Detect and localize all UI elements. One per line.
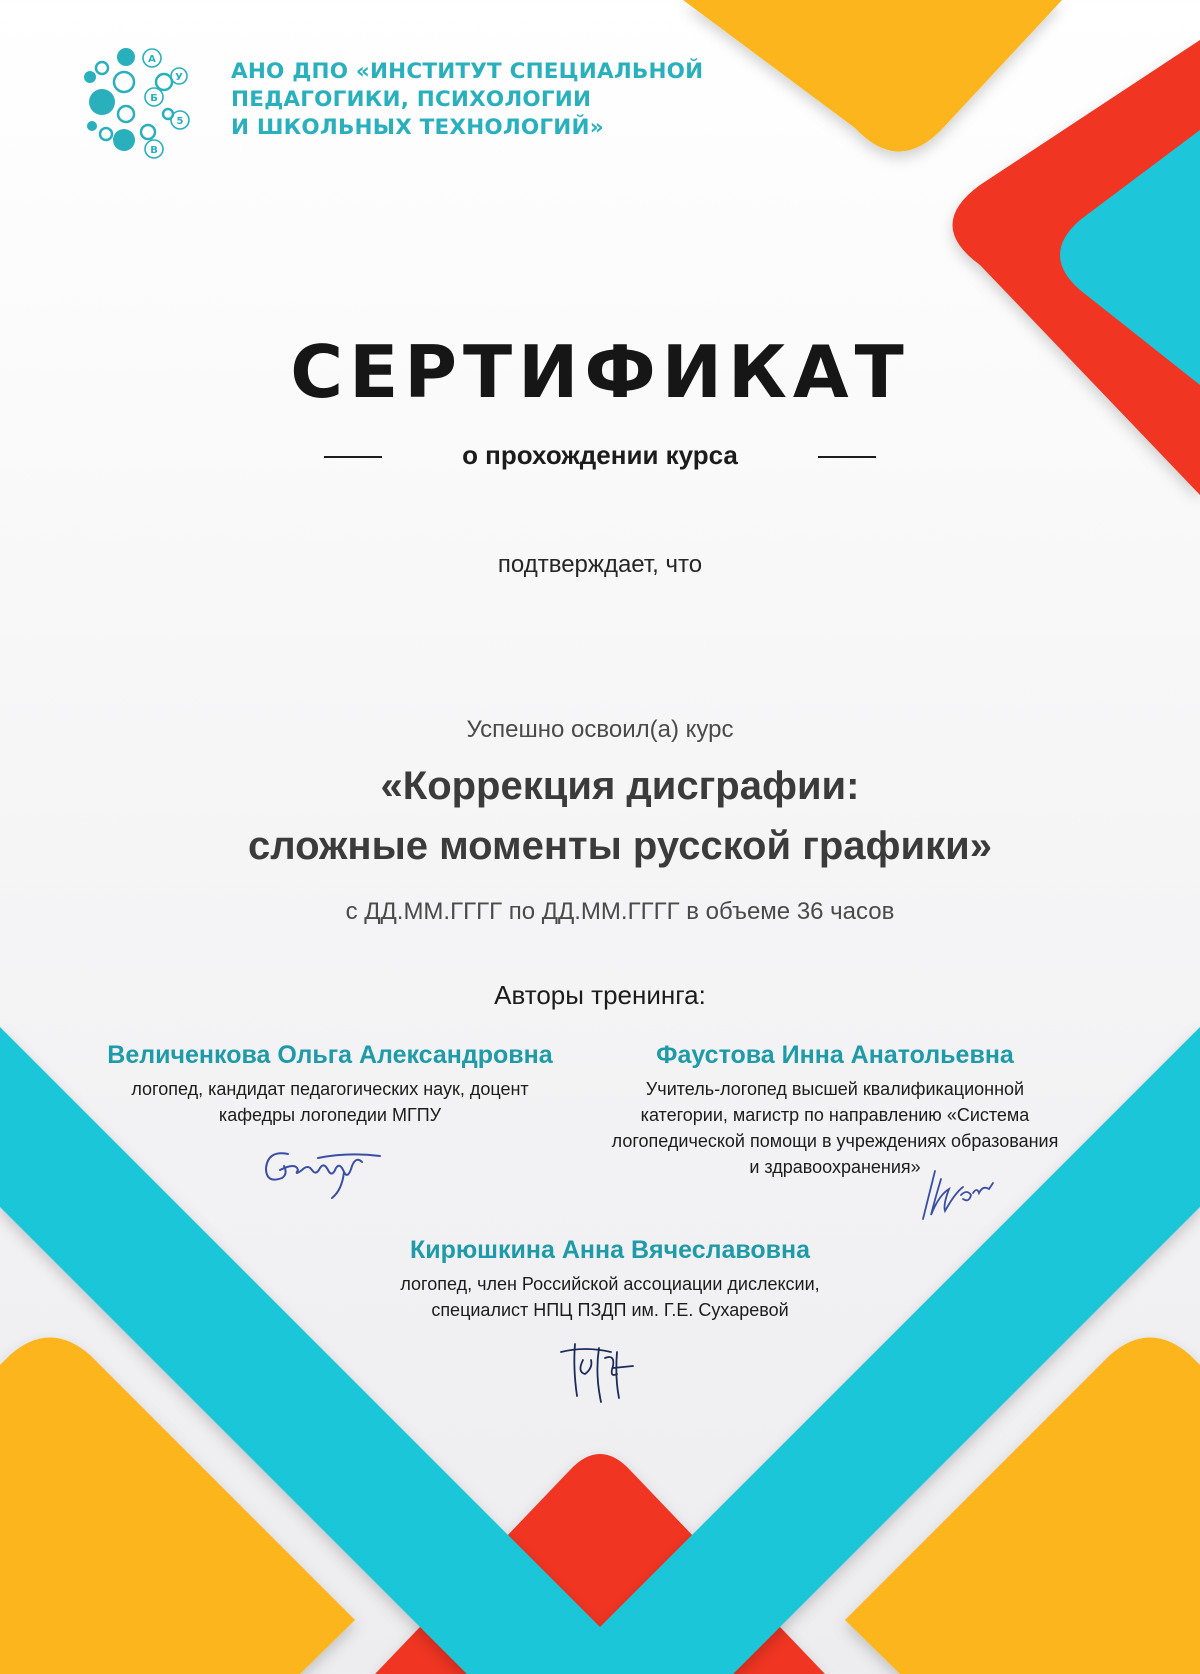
author-card: [575, 1038, 1095, 1180]
logo-letter: Б: [150, 93, 158, 104]
author-role-line: специалист НПЦ ПЗДП им. Г.Е. Сухаревой: [431, 1300, 789, 1320]
author-role-line: логопед, член Российской ассоциации дислексии,: [400, 1274, 820, 1294]
author-role: [300, 1271, 920, 1323]
course-title-line: сложные моменты русской графики»: [248, 824, 992, 868]
logo-ring: [100, 128, 112, 140]
author-role: [70, 1076, 590, 1128]
author-role: [575, 1076, 1095, 1180]
authors-label: Авторы тренинга:: [494, 980, 706, 1010]
logo-dot: [84, 71, 96, 83]
certificate-subtitle: о прохождении курса: [462, 440, 738, 470]
confirms-text: подтверждает, что: [497, 551, 703, 578]
logo-dot: [89, 89, 115, 115]
logo-letter: 5: [176, 116, 184, 127]
author-role-line: и здравоохранения»: [749, 1157, 921, 1177]
author-card: [300, 1233, 920, 1323]
mastered-text: Успешно освоил(а) курс: [466, 716, 734, 743]
signature-1: [258, 1140, 398, 1205]
author-role-line: логопедической помощи в учреждениях образования: [611, 1131, 1059, 1151]
course-title-line: «Коррекция дисграфии:: [380, 764, 860, 808]
right-rule: [818, 456, 876, 458]
course-dates: с ДД.ММ.ГГГГ по ДД.ММ.ГГГГ в объеме 36 часов: [345, 898, 895, 925]
author-name: Величенкова Ольга Александровна: [107, 1041, 553, 1069]
logo-letter: У: [175, 72, 183, 83]
organization-name-line: АНО ДПО «ИНСТИТУТ СПЕЦИАЛЬНОЙ: [231, 59, 704, 84]
logo-ring: [114, 72, 134, 92]
organization-logo: [80, 42, 198, 160]
author-name: Кирюшкина Анна Вячеславовна: [409, 1236, 811, 1264]
author-role-line: категории, магистр по направлению «Система: [640, 1105, 1030, 1125]
logo-letter: А: [148, 54, 156, 65]
logo-ring: [141, 125, 155, 139]
logo-dot: [87, 121, 97, 131]
author-role-line: кафедры логопедии МГПУ: [218, 1105, 442, 1125]
author-name: Фаустова Инна Анатольевна: [656, 1041, 1014, 1069]
logo-ring: [118, 106, 134, 122]
logo-dot: [117, 48, 135, 66]
logo-dot: [113, 129, 135, 151]
organization-name-line: И ШКОЛЬНЫХ ТЕХНОЛОГИЙ»: [231, 115, 604, 140]
author-card: [70, 1038, 590, 1128]
author-role-line: Учитель-логопед высшей квалификационной: [645, 1079, 1025, 1099]
author-role-line: логопед, кандидат педагогических наук, доцент: [131, 1079, 529, 1099]
logo-letter: В: [150, 145, 158, 156]
organization-name-line: ПЕДАГОГИКИ, ПСИХОЛОГИИ: [231, 87, 592, 112]
logo-ring: [96, 62, 108, 74]
logo-ring: [156, 74, 172, 90]
signature-2: [915, 1165, 1005, 1227]
signature-3: [555, 1338, 645, 1406]
course-title: [0, 756, 1200, 876]
organization-name: [231, 58, 704, 142]
certificate-title: СЕРТИФИКАТ: [290, 330, 910, 414]
